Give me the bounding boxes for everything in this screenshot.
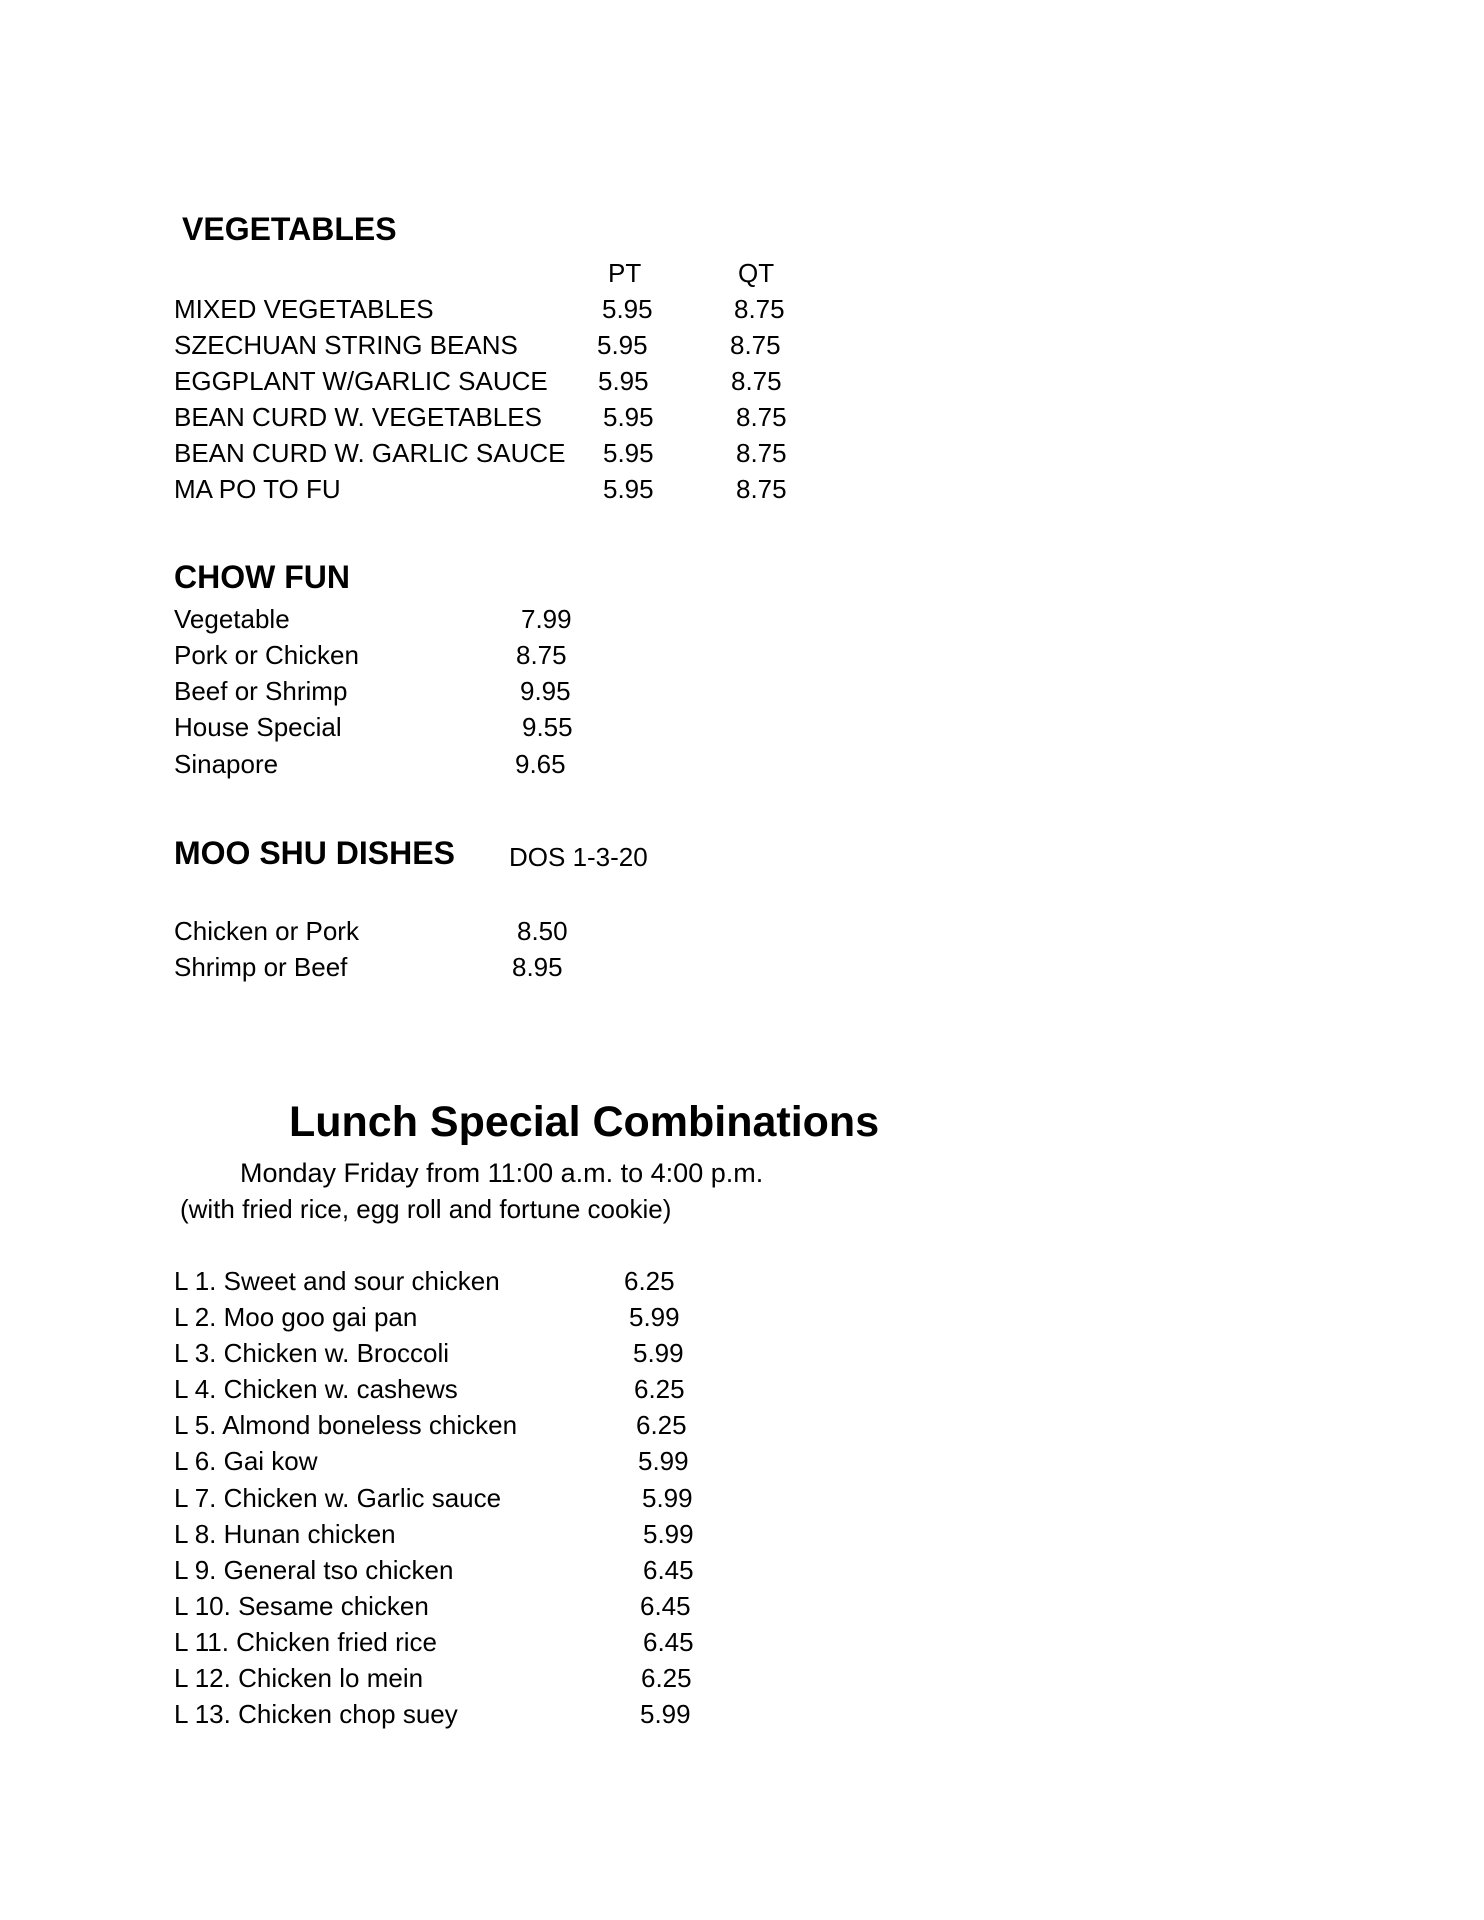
menu-item-row: [0, 1338, 1484, 1374]
menu-item-name: L 8. Hunan chicken: [174, 1519, 396, 1549]
moo-shu-heading: MOO SHU DISHES: [174, 835, 455, 871]
menu-item-price: 5.99: [643, 1519, 694, 1549]
menu-item-price: 8.50: [517, 916, 568, 946]
menu-item-row: [0, 1410, 1484, 1446]
menu-item-row: [0, 1266, 1484, 1302]
menu-item-price: 6.25: [634, 1374, 685, 1404]
menu-item-price: 9.95: [520, 676, 571, 706]
menu-item-price: 7.99: [521, 604, 572, 634]
menu-item-row: [0, 1483, 1484, 1519]
menu-item-price-pt: 5.95: [603, 474, 654, 504]
menu-item-name: L 9. General tso chicken: [174, 1555, 454, 1585]
menu-item-price-qt: 8.75: [730, 330, 781, 360]
menu-item-price-pt: 5.95: [598, 366, 649, 396]
menu-item-name: Vegetable: [174, 604, 290, 634]
menu-item-price: 8.75: [516, 640, 567, 670]
menu-item-row: [0, 1446, 1484, 1482]
menu-item-price-pt: 5.95: [597, 330, 648, 360]
menu-item-row: [0, 294, 1484, 330]
menu-item-price: 5.99: [629, 1302, 680, 1332]
chow-fun-heading: CHOW FUN: [174, 559, 350, 595]
menu-item-name: BEAN CURD W. VEGETABLES: [174, 402, 542, 432]
menu-item-row: [0, 749, 1484, 785]
menu-item-name: Pork or Chicken: [174, 640, 359, 670]
menu-item-name: Shrimp or Beef: [174, 952, 348, 982]
menu-item-price: 9.65: [515, 749, 566, 779]
menu-item-name: L 11. Chicken fried rice: [174, 1627, 438, 1657]
lunch-special-heading: Lunch Special Combinations: [289, 1098, 880, 1146]
menu-item-row: [0, 1591, 1484, 1627]
menu-item-name: L 2. Moo goo gai pan: [174, 1302, 418, 1332]
vegetables-heading: VEGETABLES: [182, 211, 397, 247]
menu-item-name: L 10. Sesame chicken: [174, 1591, 429, 1621]
menu-item-price: 9.55: [522, 712, 573, 742]
menu-item-row: [0, 640, 1484, 676]
menu-item-price: 6.45: [643, 1627, 694, 1657]
menu-item-name: EGGPLANT W/GARLIC SAUCE: [174, 366, 548, 396]
menu-item-name: L 1. Sweet and sour chicken: [174, 1266, 500, 1296]
menu-item-price: 6.25: [641, 1663, 692, 1693]
menu-item-name: MA PO TO FU: [174, 474, 341, 504]
menu-item-price-pt: 5.95: [603, 438, 654, 468]
menu-item-name: L 7. Chicken w. Garlic sauce: [174, 1483, 502, 1513]
menu-item-price: 5.99: [640, 1699, 691, 1729]
menu-item-price-pt: 5.95: [602, 294, 653, 324]
lunch-includes: (with fried rice, egg roll and fortune cookie): [180, 1194, 672, 1224]
menu-item-name: SZECHUAN STRING BEANS: [174, 330, 518, 360]
menu-item-price-pt: 5.95: [603, 402, 654, 432]
menu-item-price: 8.95: [512, 952, 563, 982]
menu-item-price: 5.99: [633, 1338, 684, 1368]
menu-item-name: L 4. Chicken w. cashews: [174, 1374, 458, 1404]
menu-item-row: [0, 474, 1484, 510]
lunch-hours: Monday Friday from 11:00 a.m. to 4:00 p.m.: [240, 1158, 764, 1188]
menu-item-name: Sinapore: [174, 749, 279, 779]
menu-item-row: [0, 916, 1484, 952]
menu-item-price: 6.45: [643, 1555, 694, 1585]
menu-item-price: 6.25: [624, 1266, 675, 1296]
menu-item-price-qt: 8.75: [736, 438, 787, 468]
menu-item-row: [0, 330, 1484, 366]
menu-item-name: Beef or Shrimp: [174, 676, 348, 706]
menu-item-name: BEAN CURD W. GARLIC SAUCE: [174, 438, 566, 468]
menu-item-price-qt: 8.75: [734, 294, 785, 324]
menu-item-price: 6.45: [640, 1591, 691, 1621]
menu-item-row: [0, 952, 1484, 988]
menu-item-name: L 5. Almond boneless chicken: [174, 1410, 518, 1440]
menu-item-row: [0, 1555, 1484, 1591]
menu-item-price-qt: 8.75: [736, 474, 787, 504]
menu-item-row: [0, 676, 1484, 712]
menu-item-name: L 3. Chicken w. Broccoli: [174, 1338, 450, 1368]
menu-item-row: [0, 402, 1484, 438]
menu-item-price-qt: 8.75: [736, 402, 787, 432]
menu-item-row: [0, 1302, 1484, 1338]
menu-item-row: [0, 712, 1484, 748]
menu-item-row: [0, 1519, 1484, 1555]
menu-item-name: Chicken or Pork: [174, 916, 359, 946]
menu-item-name: House Special: [174, 712, 342, 742]
menu-item-price: 6.25: [636, 1410, 687, 1440]
menu-item-name: MIXED VEGETABLES: [174, 294, 434, 324]
menu-item-price-qt: 8.75: [731, 366, 782, 396]
menu-item-name: L 13. Chicken chop suey: [174, 1699, 458, 1729]
menu-item-price: 5.99: [642, 1483, 693, 1513]
menu-item-row: [0, 438, 1484, 474]
menu-item-row: [0, 1374, 1484, 1410]
moo-shu-note: DOS 1-3-20: [509, 842, 648, 872]
menu-item-name: L 6. Gai kow: [174, 1446, 318, 1476]
menu-item-name: L 12. Chicken lo mein: [174, 1663, 424, 1693]
menu-item-row: [0, 1663, 1484, 1699]
column-header-qt: QT: [738, 258, 775, 288]
menu-item-row: [0, 366, 1484, 402]
menu-item-price: 5.99: [638, 1446, 689, 1476]
menu-item-row: [0, 1699, 1484, 1735]
menu-item-row: [0, 604, 1484, 640]
menu-item-row: [0, 1627, 1484, 1663]
column-header-pt: PT: [608, 258, 642, 288]
